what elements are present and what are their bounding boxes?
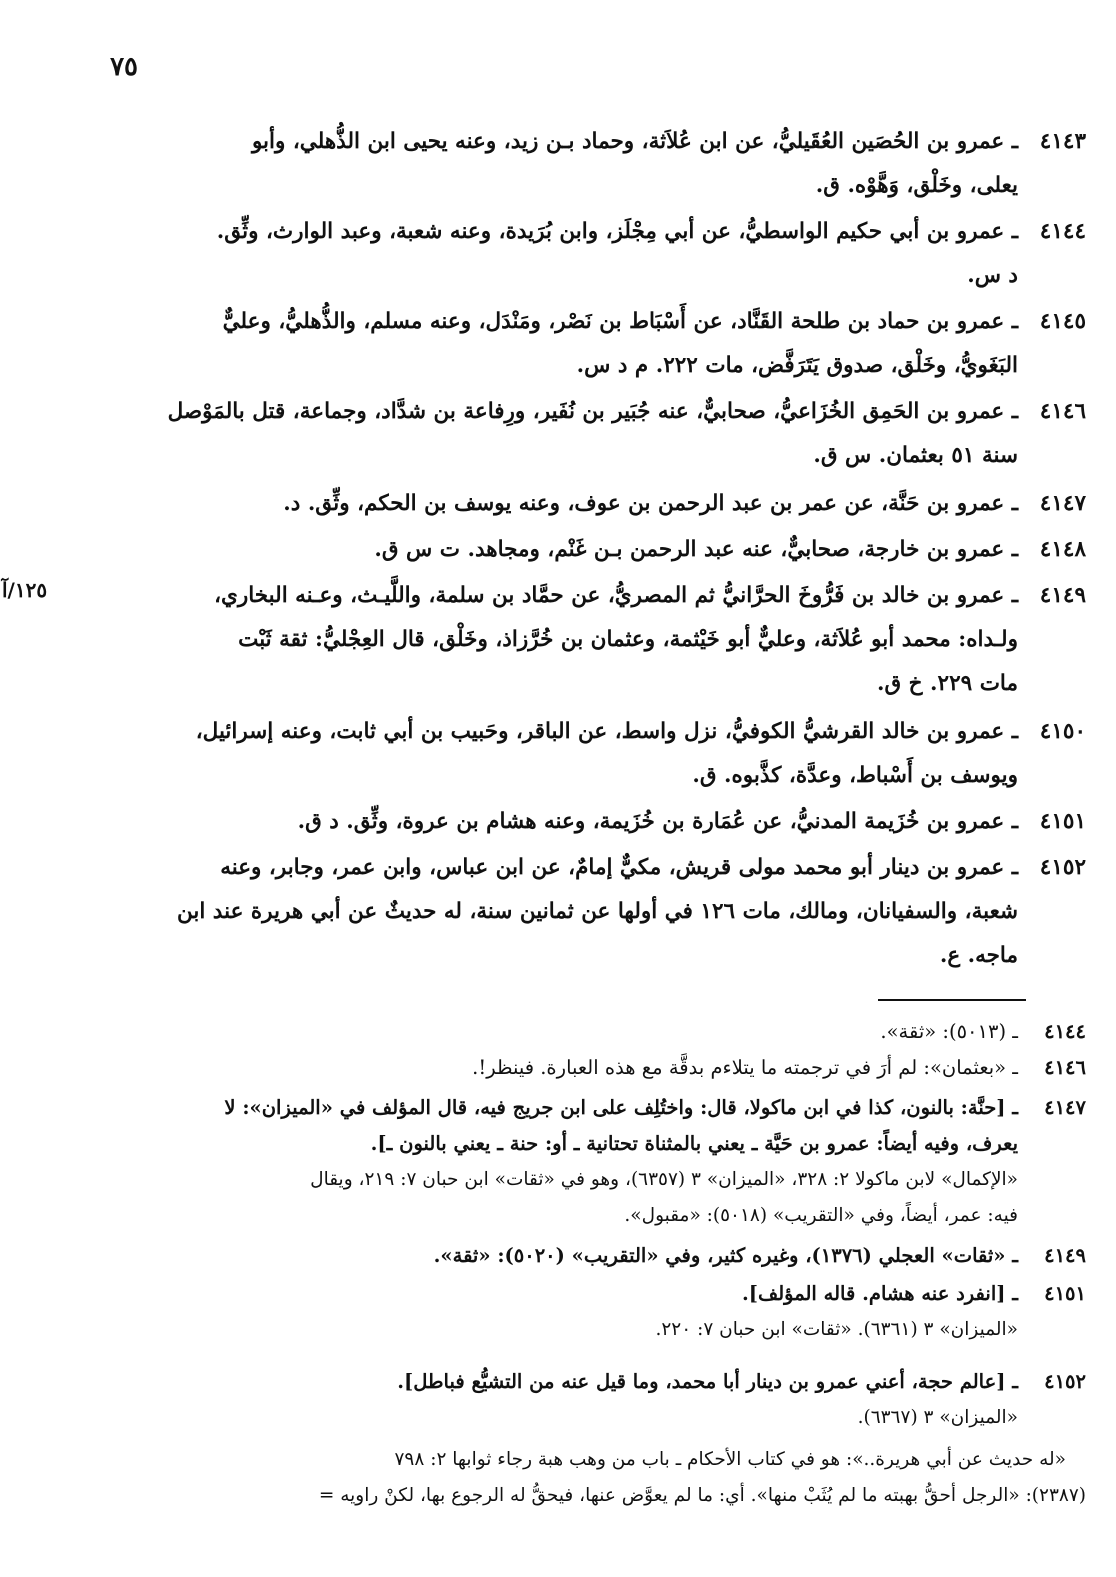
footnote-text: يعرف، وفيه أيضاً: عمرو بن حَيَّة ـ يعني بالمثناة تحتانية ـ أو: حنة ـ يعني بالنون ـ].	[370, 1132, 1018, 1155]
entry-text: مات ٢٢٩. خ ق.	[877, 671, 1018, 696]
entry-text: ويوسف بن أَسْباط، وعدَّة، كذَّبوه. ق.	[692, 763, 1018, 788]
footnote-number: ٤١٥١	[1044, 1282, 1086, 1305]
entry-4148	[30, 528, 1086, 572]
footnote-reference: فيه: عمر، أيضاً، وفي «التقريب» (٥٠١٨): «مقبول».	[624, 1205, 1018, 1226]
entry-number: ٤١٤٨	[1039, 537, 1086, 562]
entry-4143	[30, 120, 1086, 208]
entry-4149	[30, 574, 1086, 706]
entry-number: ٤١٤٦	[1039, 399, 1086, 424]
entry-text: ـ عمرو بن دينار أبو محمد مولى قريش، مكيٌّ إمامٌ، عن ابن عباس، وابن عمر، وجابر، وعنه	[220, 855, 1018, 880]
footnote-text: ـ [انفرد عنه هشام. قاله المؤلف].	[742, 1282, 1018, 1305]
entry-text: ـ عمرو بن الحُصَين العُقَيليُّ، عن ابن عُلاَثة، وحماد بـن زيد، وعنه يحيى ابن الذُّهلي، وأبو	[251, 129, 1018, 154]
entry-number: ٤١٥٢	[1039, 855, 1086, 880]
entry-text: د س.	[967, 263, 1018, 288]
footnote-number: ٤١٤٤	[1044, 1020, 1086, 1043]
footnote-text: ـ [عالم حجة، أعني عمرو بن دينار أبا محمد، وما قيل عنه من التشيُّع فباطل].	[397, 1370, 1018, 1393]
entry-text: ـ عمرو بن خارجة، صحابيٌّ، عنه عبد الرحمن بـن غَنْم، ومجاهد. ت س ق.	[374, 537, 1018, 562]
footnote-4151	[30, 1276, 1086, 1348]
footnote-text: ـ (٥٠١٣): «ثقة».	[880, 1020, 1018, 1043]
footnote-reference: «الميزان» ٣ (٦٣٦٧).	[857, 1407, 1018, 1428]
footnote-text: ـ «ثقات» العجلي (١٣٧٦)، وغيره كثير، وفي «التقريب» (٥٠٢٠): «ثقة».	[433, 1244, 1018, 1267]
footnote-separator	[878, 999, 1026, 1001]
footnote-number: ٤١٤٧	[1044, 1096, 1086, 1119]
entry-number: ٤١٤٤	[1039, 219, 1086, 244]
entry-number: ٤١٤٣	[1039, 129, 1086, 154]
entry-text: البَغَويُّ، وخَلْق، صدوق يَتَرَفَّض، مات ٢٢٢. م د س.	[576, 353, 1018, 378]
entry-4152	[30, 846, 1086, 978]
footnote-4152	[30, 1364, 1086, 1436]
footnote-continuation	[30, 1442, 1086, 1514]
entry-number: ٤١٤٩	[1039, 583, 1086, 608]
entry-4151	[30, 800, 1086, 844]
footnote-4146	[30, 1050, 1086, 1086]
entry-4145	[30, 300, 1086, 388]
footnote-reference: «الإكمال» لابن ماكولا ٢: ٣٢٨، «الميزان» ٣ (٦٣٥٧)، وهو في «ثقات» ابن حبان ٧: ٢١٩، ويقال	[310, 1169, 1018, 1190]
footnote-number: ٤١٤٩	[1044, 1244, 1086, 1267]
entry-number: ٤١٥٠	[1039, 719, 1086, 744]
page-number: ٧٥	[110, 52, 138, 82]
footnote-reference: «الميزان» ٣ (٦٣٦١). «ثقات» ابن حبان ٧: ٢٢٠.	[655, 1319, 1018, 1340]
footnote-4149	[30, 1238, 1086, 1274]
entry-text: يعلى، وخَلْق، وَهَّوْه. ق.	[815, 173, 1018, 198]
entry-number: ٤١٤٥	[1039, 309, 1086, 334]
entry-text: ولـداه: محمد أبو عُلاَثة، وعليٌّ أبو خَيْثمة، وعثمان بن خُرَّزاذ، وخَلْق، قال العِجْليُّ: ثقة ثَبْت	[238, 627, 1018, 652]
entry-text: ـ عمرو بن الحَمِق الخُزَاعيُّ، صحابيٌّ، عنه جُبَير بن نُفَير، ورِفاعة بن شدَّاد، وجماعة، قتل بالمَوْصل	[167, 399, 1018, 424]
entry-text: ـ عمرو بن خالد بن فَرُّوخَ الحرَّانيُّ ثم المصريُّ، عن حمَّاد بن سلمة، واللَّيـث، وعـنه البخاري،	[214, 583, 1018, 608]
entry-4146	[30, 390, 1086, 478]
entry-text: ـ عمرو بن خالد القرشيُّ الكوفيُّ، نزل واسط، عن الباقر، وحَبيب بن أبي ثابت، وعنه إسرائيل،	[195, 719, 1018, 744]
footnote-text: ـ [حنَّة: بالنون، كذا في ابن ماكولا، قال: واختُلِف على ابن جريج فيه، قال المؤلف في «الميزان»: لا	[224, 1096, 1018, 1119]
footnote-text: (٢٣٨٧): «الرجل أحقُّ بهبته ما لم يُثَبْ منها». أي: ما لم يعوَّض عنها، فيحقُّ له الرجوع بها، لكنْ راويه =	[318, 1485, 1086, 1506]
footnote-number: ٤١٥٢	[1044, 1370, 1086, 1393]
margin-folio-note: ١٢٥/آ	[2, 578, 48, 602]
entry-4147	[30, 482, 1086, 526]
footnote-4144	[30, 1014, 1086, 1050]
entry-4150	[30, 710, 1086, 798]
entry-text: ـ عمرو بن أبي حكيم الواسطيُّ، عن أبي مِجْلَز، وابن بُرَيدة، وعنه شعبة، وعبد الوارث، وثِّق.	[216, 219, 1018, 244]
entry-text: شعبة، والسفيانان، ومالك، مات ١٢٦ في أولها عن ثمانين سنة، له حديثٌ عن أبي هريرة عند ابن	[177, 899, 1018, 924]
footnote-text: ـ «بعثمان»: لم أرَ في ترجمته ما يتلاءم بدقَّة مع هذه العبارة. فينظر!.	[472, 1056, 1018, 1079]
entry-4144	[30, 210, 1086, 298]
entry-text: سنة ٥١ بعثمان. س ق.	[813, 443, 1018, 468]
footnote-4147	[30, 1090, 1086, 1234]
entry-text: ـ عمرو بن حماد بن طلحة القَنَّاد، عن أَسْبَاط بن نَصْر، ومَنْدَل، وعنه مسلم، والذُّهليُّ، وعليٌّ	[222, 309, 1018, 334]
footnote-number: ٤١٤٦	[1044, 1056, 1086, 1079]
entry-text: ـ عمرو بن حَنَّة، عن عمر بن عبد الرحمن بن عوف، وعنه يوسف بن الحكم، وثِّق. د.	[283, 491, 1018, 516]
entry-text: ماجه. ع.	[939, 943, 1018, 968]
footnote-text: «له حديث عن أبي هريرة..»: هو في كتاب الأحكام ـ باب من وهب هبة رجاء ثوابها ٢: ٧٩٨	[394, 1449, 1066, 1470]
entry-text: ـ عمرو بن خُزَيمة المدنيُّ، عن عُمَارة بن خُزَيمة، وعنه هشام بن عروة، وثِّق. د ق.	[297, 809, 1018, 834]
entry-number: ٤١٥١	[1039, 809, 1086, 834]
entry-number: ٤١٤٧	[1039, 491, 1086, 516]
